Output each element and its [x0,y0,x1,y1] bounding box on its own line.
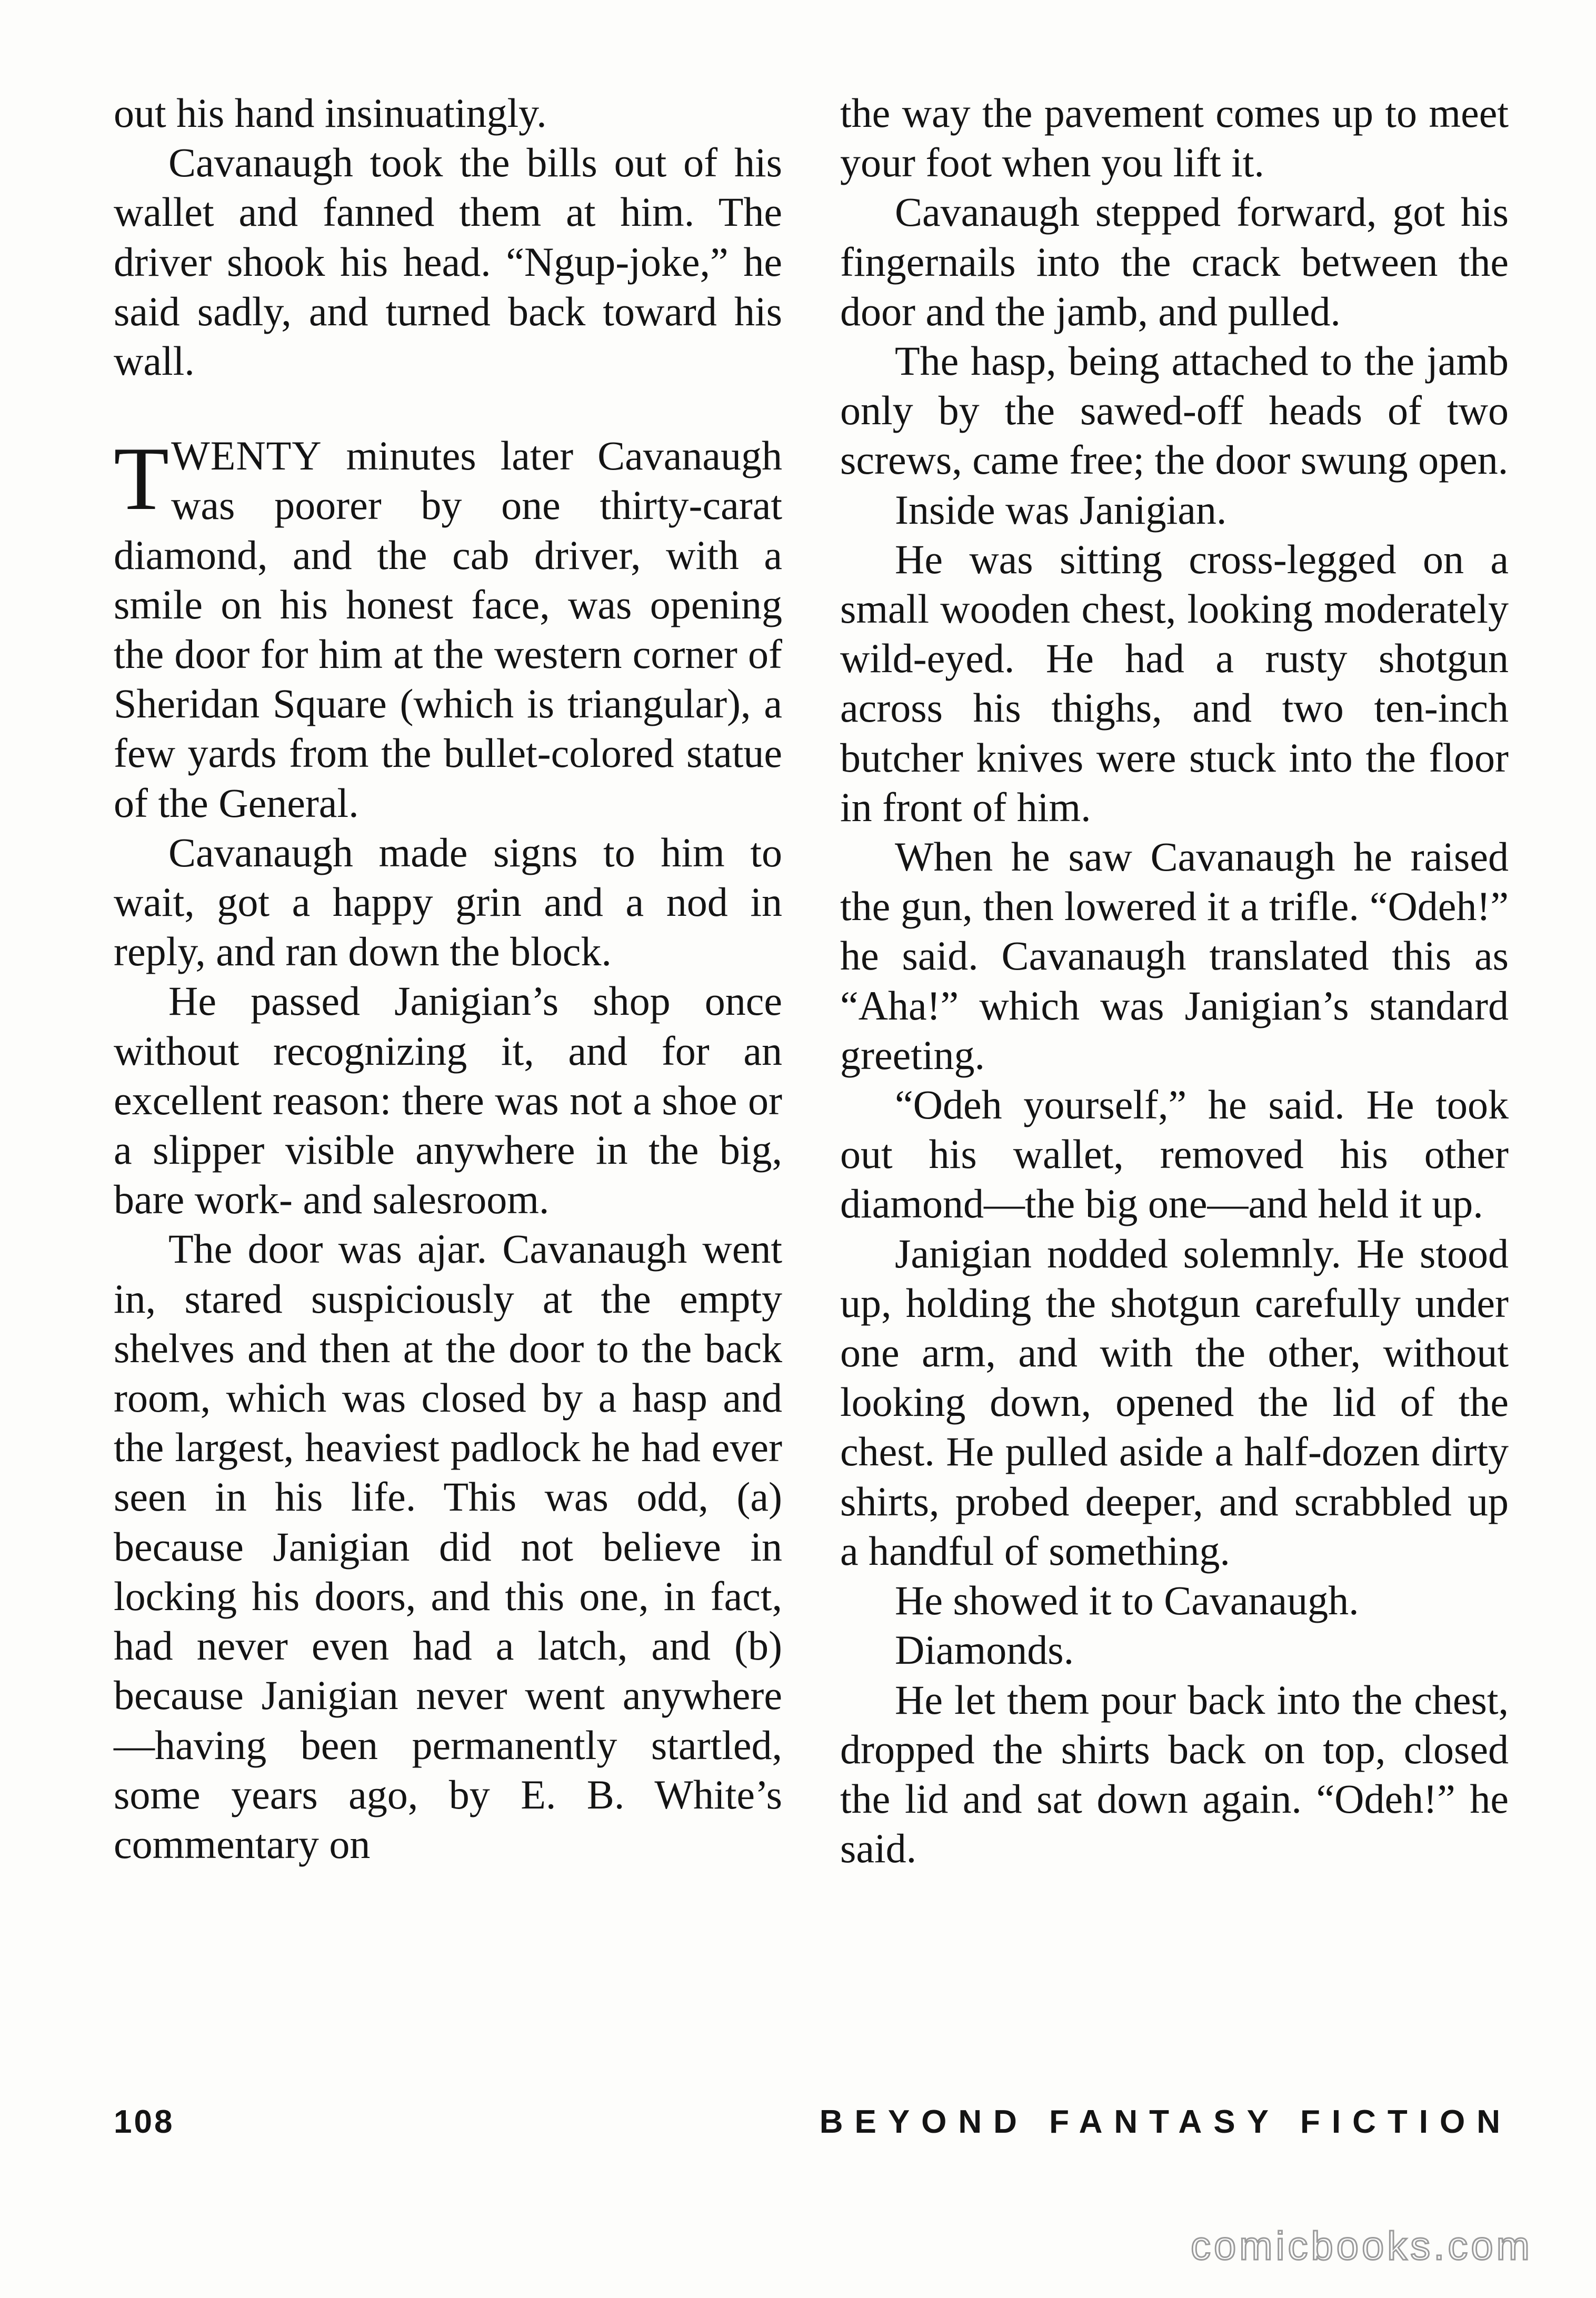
paragraph: He was sitting cross-legged on a small wooden chest, looking moderately wild-eyed. He had a rusty shotgun across his thighs, and two ten-inch butcher knives were stuck into the floor in front of him. [840,536,1509,830]
running-title: BEYOND FANTASY FICTION [819,2104,1512,2140]
paragraph: The door was ajar. Cavanaugh went in, stared suspiciously at the empty shelves and then at the door to the back room, which was closed by a hasp and the largest, heaviest padlock he had ever seen in his life. This was odd, (a) because Janigian did not believe in locking his doors, and this one, in fact, had never even had a latch, and (b) because Janigian never went anywhere—having been permanently startled, some years ago, by E. B. White’s commentary on [114,1226,782,1867]
paragraph: the way the pavement comes up to meet your foot when you lift it. [840,90,1509,186]
paragraph: When he saw Cavanaugh he raised the gun, then lowered it a trifle. “Odeh!” he said. Cavanaugh translated this as “Aha!” which was Janigian’s standard greeting. [840,834,1509,1078]
right-text-column [840,88,1509,1873]
paragraph: Cavanaugh made signs to him to wait, got a happy grin and a nod in reply, and ran down the block. [114,829,782,975]
paragraph: He showed it to Cavanaugh. [895,1577,1359,1624]
paragraph: Cavanaugh took the bills out of his wallet and fanned them at him. The driver shook his head. “Ngup-joke,” he said sadly, and turned back toward his wall. [114,139,782,384]
paragraph: out his hand insinuatingly. [114,90,547,136]
drop-cap: T [114,429,169,529]
paragraph: He passed Janigian’s shop once without recognizing it, and for an excellent reason: there was not a shoe or a slipper visible anywhere in the big, bare work- and salesroom. [114,978,782,1223]
paragraph-text: minutes later Cavanaugh was poorer by one thirty-carat diamond, and the cab driver, with a smile on his honest face, was opening the door for him at the western corner of Sheridan Square (which is triangular), a few yards from the bullet-colored statue of the General. [114,433,782,826]
watermark-logo: comicbooks.com [1191,2224,1533,2269]
paragraph: Diamonds. [895,1627,1074,1673]
paragraph: Inside was Janigian. [895,486,1227,533]
paragraph: “Odeh yourself,” he said. He took out his wallet, removed his other diamond—the big one—and held it up. [840,1082,1509,1227]
left-text-column [114,88,782,1869]
section-opening-paragraph [114,431,782,828]
page-number: 108 [114,2104,175,2140]
paragraph: The hasp, being attached to the jamb only by the sawed-off heads of two screws, came free; the door swung open. [840,338,1509,483]
paragraph: Cavanaugh stepped forward, got his fingernails into the crack between the door and the jamb, and pulled. [840,189,1509,334]
section-opening-word: WENTY [171,433,322,479]
paragraph: Janigian nodded solemnly. He stood up, holding the shotgun carefully under one arm, and with the other, without looking down, opened the lid of the chest. He pulled aside a half-dozen dirty shirts, probed deeper, and scrabbled up a handful of something. [840,1230,1509,1574]
paragraph: He let them pour back into the chest, dropped the shirts back on top, closed the lid and sat down again. “Odeh!” he said. [840,1676,1509,1872]
